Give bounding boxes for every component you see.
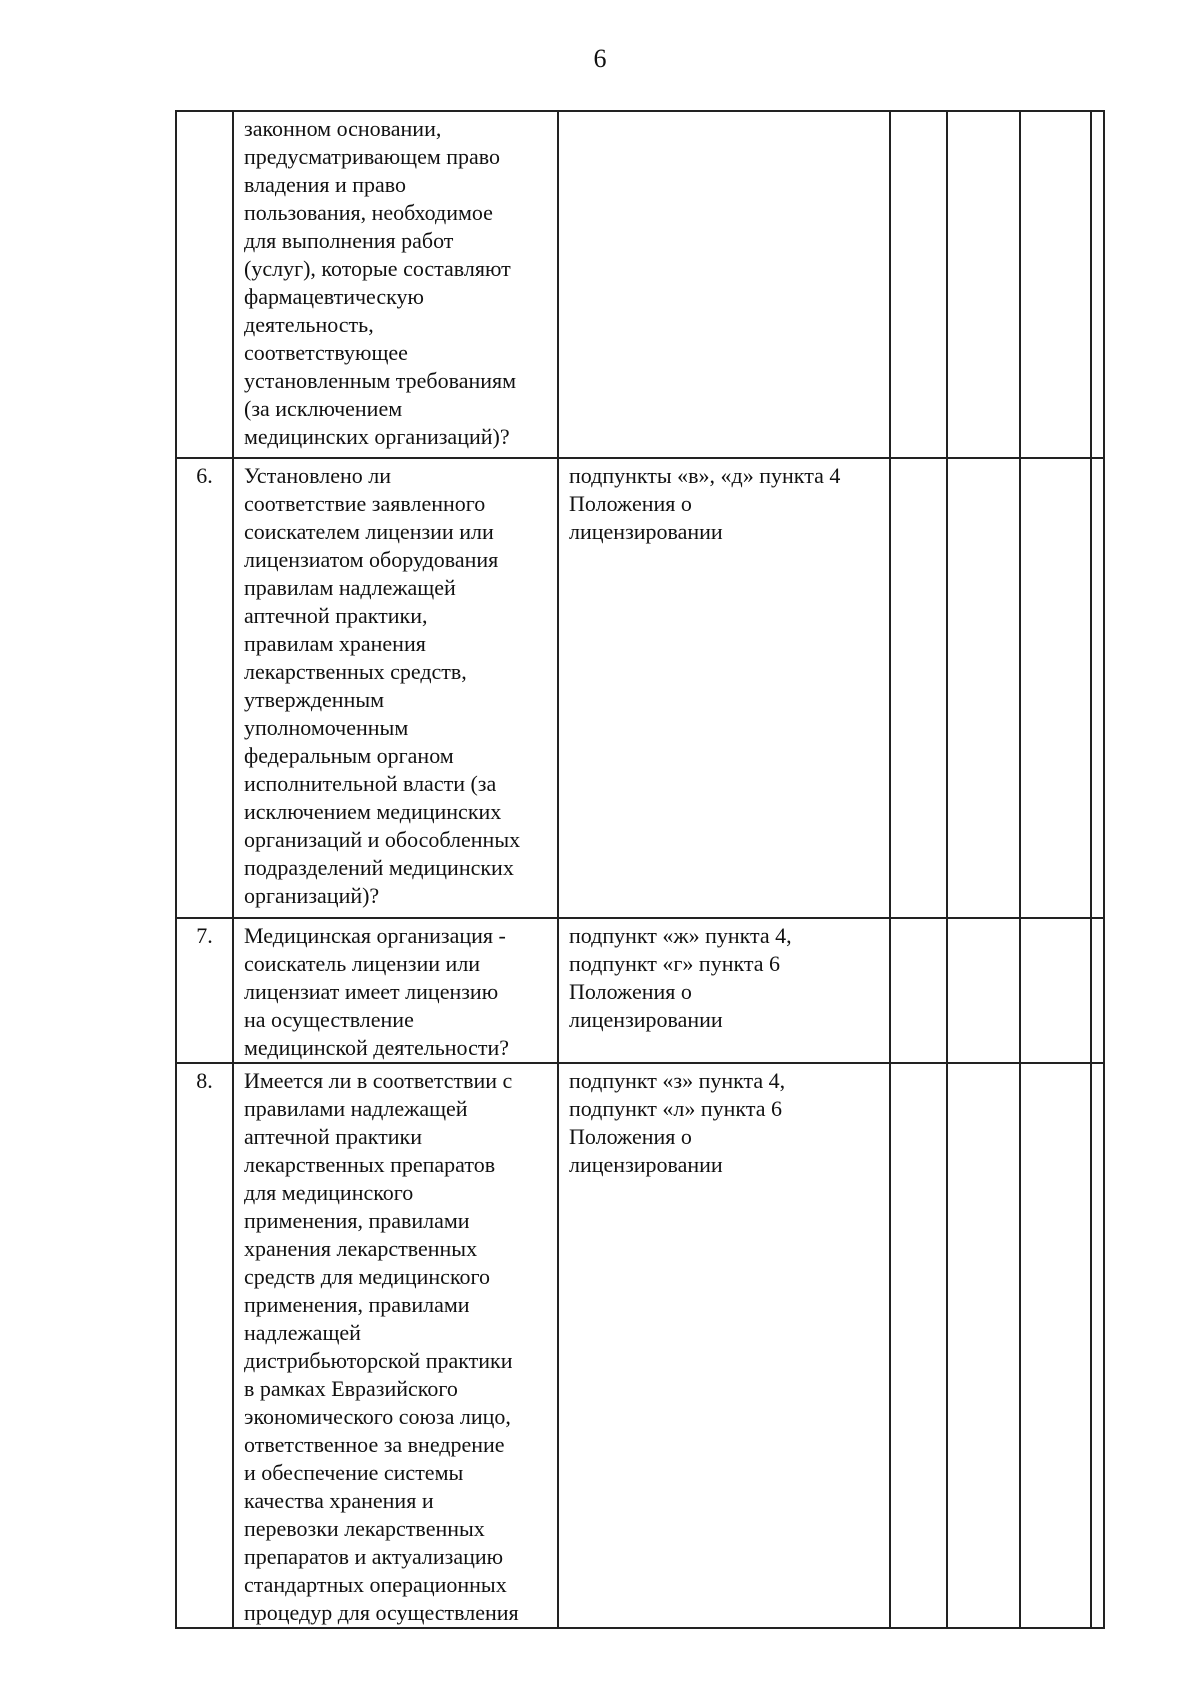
- question-cell: Установлено ли соответствие заявленного соискателем лицензии или лицензиатом оборудования правилам надлежащей аптечной практики, правилам хранения лекарственных средств, утвержденным уполномоченным федеральным органом исполнительной власти (за исключением медицинских организаций и обособленных подразделений медицинских организаций)?: [233, 458, 558, 918]
- answer-yes-cell: [890, 918, 947, 1063]
- table-row: [176, 918, 1104, 1063]
- row-number: 8.: [176, 1063, 233, 1628]
- notes-cell: [1091, 1063, 1104, 1628]
- answer-na-cell: [1020, 918, 1091, 1063]
- notes-cell: [1091, 918, 1104, 1063]
- answer-no-cell: [947, 1063, 1020, 1628]
- notes-cell: [1091, 111, 1104, 458]
- table-row: [176, 1063, 1104, 1628]
- page-number: 6: [593, 44, 607, 73]
- answer-na-cell: [1020, 1063, 1091, 1628]
- question-cell: Имеется ли в соответствии с правилами надлежащей аптечной практики лекарственных препаратов для медицинского применения, правилами хранения лекарственных средств для медицинского применения, правилами надлежащей дистрибьюторской практики в рамках Евразийского экономического союза лицо, ответственное за внедрение и обеспечение системы качества хранения и перевозки лекарственных препаратов и актуализацию стандартных операционных процедур для осуществления: [233, 1063, 558, 1628]
- reference-cell: подпункт «ж» пункта 4, подпункт «г» пункта 6 Положения о лицензировании: [558, 918, 890, 1063]
- table-row: [176, 111, 1104, 458]
- answer-yes-cell: [890, 458, 947, 918]
- row-number: 6.: [176, 458, 233, 918]
- answer-yes-cell: [890, 1063, 947, 1628]
- notes-cell: [1091, 458, 1104, 918]
- answer-no-cell: [947, 111, 1020, 458]
- checklist-table: [175, 110, 1105, 1629]
- answer-na-cell: [1020, 458, 1091, 918]
- reference-cell: подпункты «в», «д» пункта 4 Положения о лицензировании: [558, 458, 890, 918]
- question-cell: законном основании, предусматривающем право владения и право пользования, необходимое для выполнения работ (услуг), которые составляют фармацевтическую деятельность, соответствующее установленным требованиям (за исключением медицинских организаций)?: [233, 111, 558, 458]
- reference-cell: подпункт «з» пункта 4, подпункт «л» пункта 6 Положения о лицензировании: [558, 1063, 890, 1628]
- row-number: 7.: [176, 918, 233, 1063]
- answer-yes-cell: [890, 111, 947, 458]
- answer-no-cell: [947, 458, 1020, 918]
- reference-cell: [558, 111, 890, 458]
- answer-na-cell: [1020, 111, 1091, 458]
- row-number: [176, 111, 233, 458]
- question-cell: Медицинская организация - соискатель лицензии или лицензиат имеет лицензию на осуществление медицинской деятельности?: [233, 918, 558, 1063]
- table-row: [176, 458, 1104, 918]
- answer-no-cell: [947, 918, 1020, 1063]
